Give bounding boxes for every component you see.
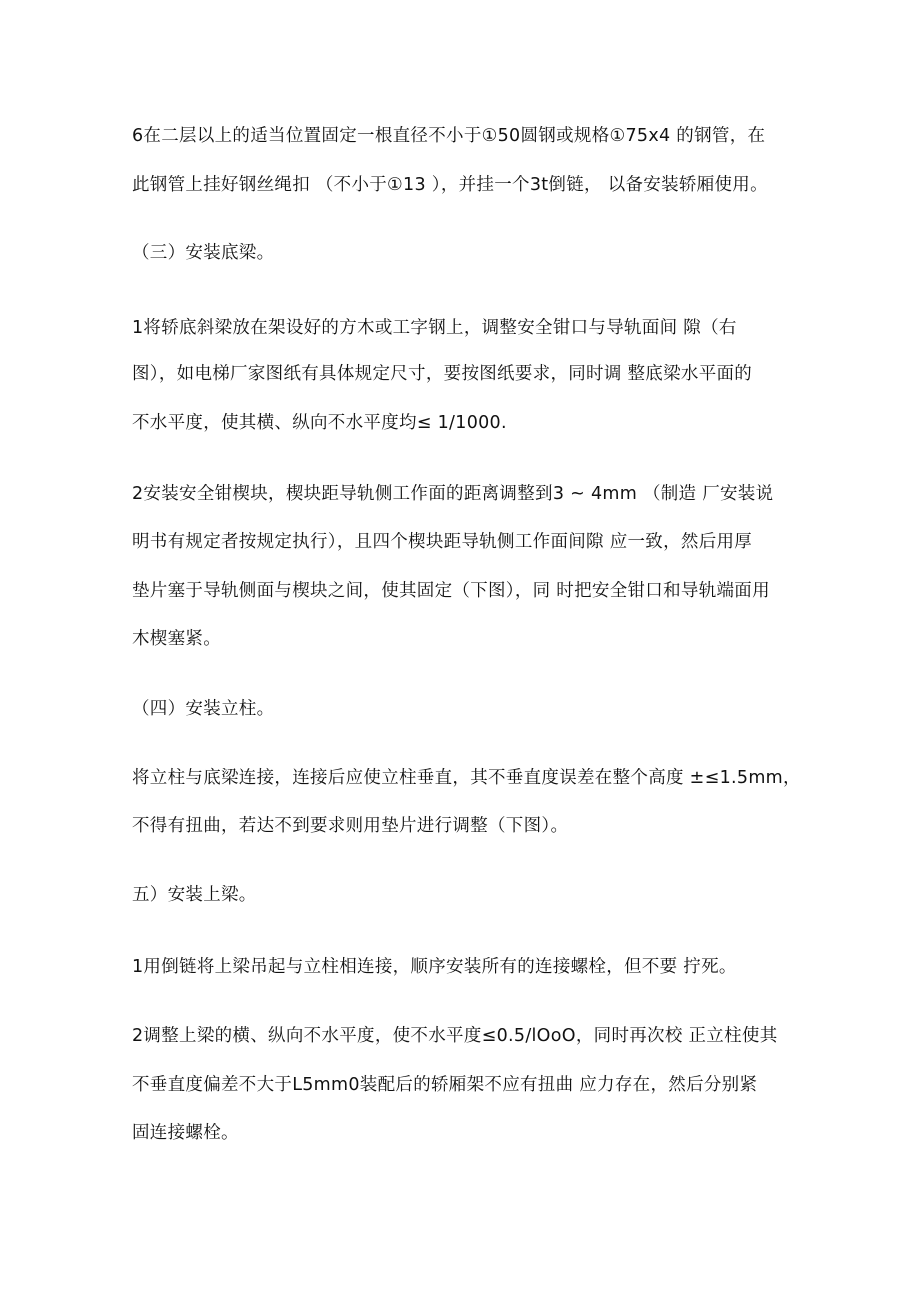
text-line: 木楔塞紧。: [132, 629, 221, 649]
text-line: 2安装安全钳楔块，楔块距导轨侧工作面的距离调整到3 ~ 4mm （制造 厂安装说: [132, 484, 774, 504]
section-heading: （三）安装底梁。: [132, 243, 275, 263]
section-heading: 五）安装上梁。: [132, 885, 257, 905]
section-heading: （四）安装立柱。: [132, 699, 275, 719]
text-line: 不得有扭曲，若达不到要求则用垫片进行调整（下图）。: [132, 816, 569, 836]
text-line: 1将轿底斜梁放在架设好的方木或工字钢上，调整安全钳口与导轨面间 隙（右: [132, 318, 737, 338]
text-line: 此钢管上挂好钢丝绳扣 （不小于①13 ），并挂一个3t倒链， 以备安装轿厢使用。: [132, 175, 768, 195]
text-line: 不垂直度偏差不大于L5mm0装配后的轿厢架不应有扭曲 应力存在，然后分别紧: [132, 1075, 758, 1095]
text-line: 不水平度，使其横、纵向不水平度均≤ 1/1000.: [132, 413, 507, 433]
text-line: 1用倒链将上梁吊起与立柱相连接，顺序安装所有的连接螺栓，但不要 拧死。: [132, 957, 737, 977]
text-line: 2调整上梁的横、纵向不水平度，使不水平度≤0.5/lOoO，同时再次校 正立柱使其: [132, 1026, 778, 1046]
text-line: 明书有规定者按规定执行），且四个楔块距导轨侧工作面间隙 应一致，然后用厚: [132, 532, 753, 552]
text-line: 固连接螺栓。: [132, 1123, 239, 1143]
text-line: 6在二层以上的适当位置固定一根直径不小于①50圆钢或规格①75x4 的钢管，在: [132, 126, 766, 146]
text-line: 垫片塞于导轨侧面与楔块之间，使其固定（下图），同 时把安全钳口和导轨端面用: [132, 581, 770, 601]
text-line: 图），如电梯厂家图纸有具体规定尺寸，要按图纸要求，同时调 整底梁水平面的: [132, 364, 753, 384]
text-line: 将立柱与底梁连接，连接后应使立柱垂直，其不垂直度误差在整个高度 ±≤1.5mm，: [132, 768, 801, 788]
